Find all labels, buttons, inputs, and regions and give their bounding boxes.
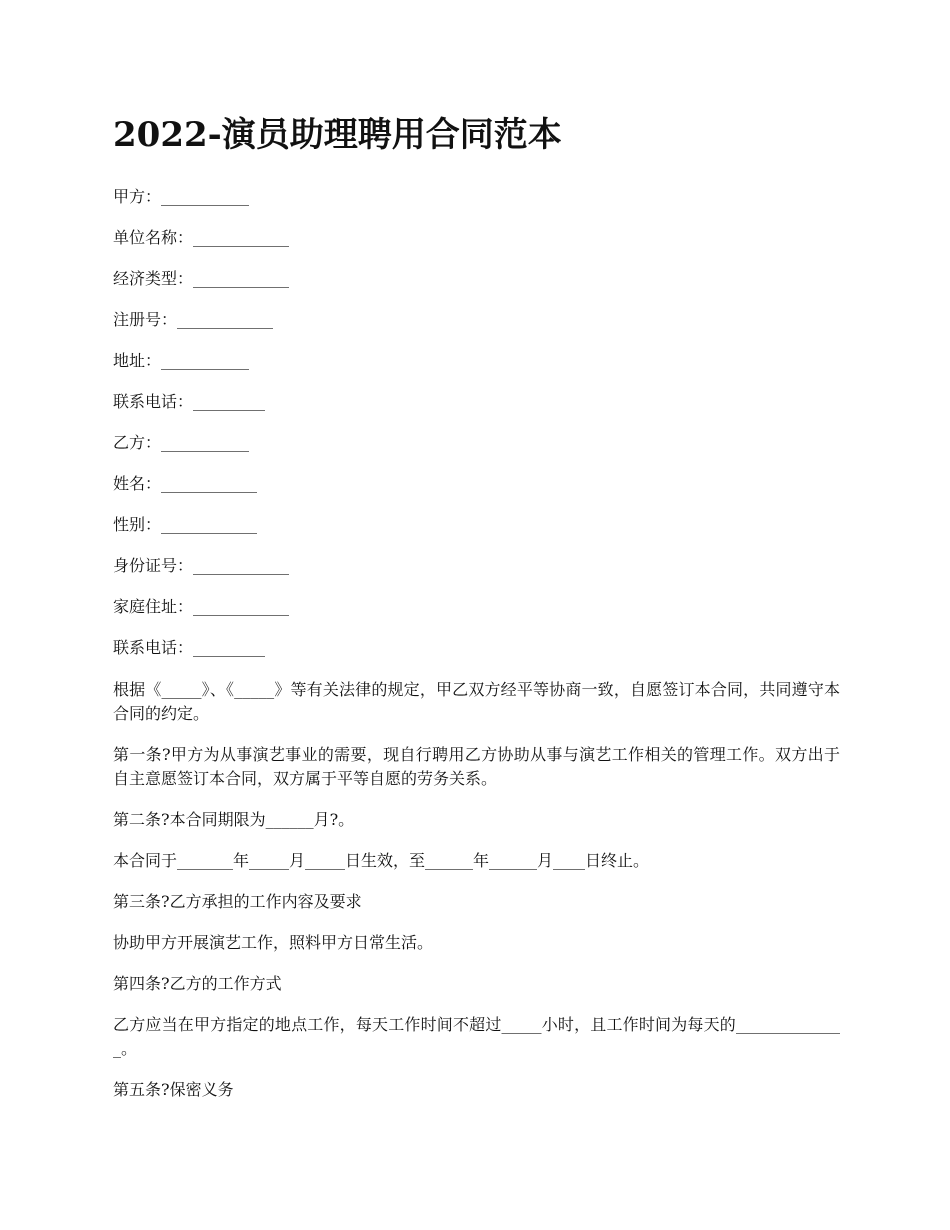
party-a-field: 甲方：___________ — [113, 187, 250, 206]
party-a-phone-field: 联系电话：_________ — [113, 392, 266, 411]
gender-field: 性别：____________ — [113, 515, 258, 534]
company-name-field: 单位名称：____________ — [113, 228, 290, 247]
name-field: 姓名：____________ — [113, 474, 258, 493]
id-number-field: 身份证号：____________ — [113, 556, 290, 575]
party-b-phone-field: 联系电话：_________ — [113, 638, 266, 657]
article-4-content: 乙方应当在甲方指定的地点工作，每天工作时间不超过_____小时，且工作时间为每天的______________。 — [113, 1015, 840, 1058]
address-field: 地址：___________ — [113, 351, 250, 370]
article-1-paragraph: 第一条?甲方为从事演艺事业的需要，现自行聘用乙方协助从事与演艺工作相关的管理工作。双方出于自主意愿签订本合同，双方属于平等自愿的劳务关系。 — [113, 745, 840, 788]
article-3-heading: 第三条?乙方承担的工作内容及要求 — [113, 892, 362, 911]
party-b-field: 乙方：___________ — [113, 433, 250, 452]
home-address-field: 家庭住址：____________ — [113, 597, 290, 616]
article-2-heading: 第二条?本合同期限为______月?。 — [113, 810, 355, 829]
article-5-heading: 第五条?保密义务 — [113, 1080, 234, 1099]
preamble-paragraph: 根据《_____》、《_____》等有关法律的规定，甲乙双方经平等协商一致，自愿签订本合同，共同遵守本合同的约定。 — [113, 680, 840, 723]
article-3-content: 协助甲方开展演艺工作，照料甲方日常生活。 — [113, 933, 434, 952]
article-4-heading: 第四条?乙方的工作方式 — [113, 974, 282, 993]
contract-term-paragraph: 本合同于_______年_____月_____日生效，至______年______月____日终止。 — [113, 851, 650, 870]
economic-type-field: 经济类型：____________ — [113, 269, 290, 288]
document-page — [113, 112, 840, 1119]
registration-number-field: 注册号：____________ — [113, 310, 274, 329]
document-title: 2022-演员助理聘用合同范本 — [113, 115, 562, 155]
